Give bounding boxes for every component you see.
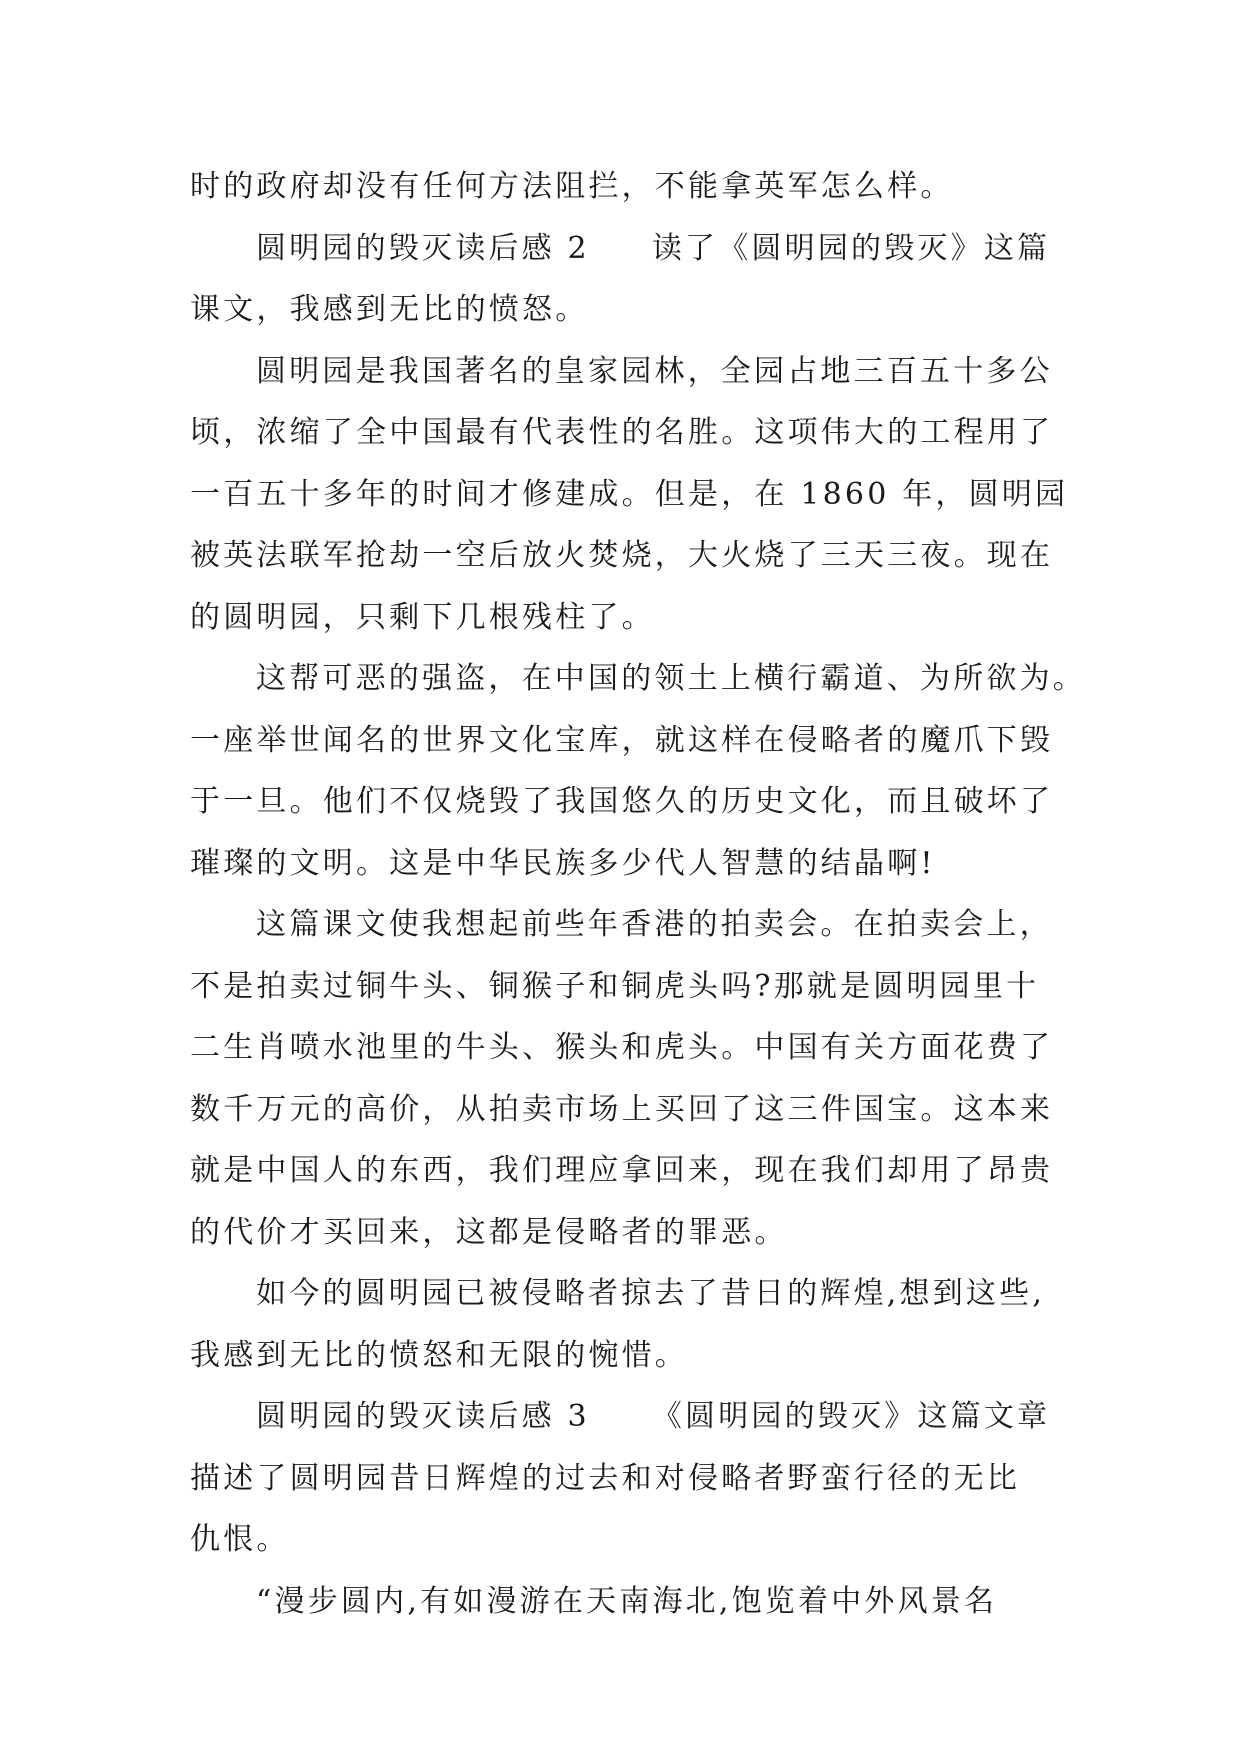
text-line: 一百五十多年的时间才修建成。但是，在 1860 年，圆明园 [190,476,1069,512]
essay-body [190,156,1086,1632]
paragraph-start-line: 这篇课文使我想起前些年香港的拍卖会。在拍卖会上， [256,907,1053,942]
text-line: 的圆明园，只剩下几根残柱了。 [190,599,655,635]
text-line: 仇恨。 [190,1522,290,1557]
text-line: 被英法联军抢劫一空后放火焚烧，大火烧了三天三夜。现在 [190,538,1054,573]
text-line: 时的政府却没有任何方法阻拦，不能拿英军怎么样。 [190,169,954,204]
paragraph-start-line: 圆明园是我国著名的皇家园林，全园占地三百五十多公 [256,353,1053,389]
section-heading: 圆明园的毁灭读后感 3 [256,1399,590,1434]
text-segment: 《圆明园的毁灭》这篇文章 [651,1399,1051,1434]
text-line: 于一旦。他们不仅烧毁了我国悠久的历史文化，而且破坏了 [190,784,1054,819]
text-line: 描述了圆明园昔日辉煌的过去和对侵略者野蛮行径的无比 [190,1460,1020,1496]
paragraph-start-line: 如今的圆明园已被侵略者掠去了昔日的辉煌,想到这些, [256,1276,1046,1311]
heading-line [190,1386,1050,1448]
heading-line [190,218,1050,280]
text-line: 就是中国人的东西，我们理应拿回来，现在我们却用了昂贵 [190,1153,1054,1188]
paragraph-start-line: “漫步圆内,有如漫游在天南海北,饱览着中外风景名 [256,1583,998,1619]
text-line: 的代价才买回来，这都是侵略者的罪恶。 [190,1214,788,1250]
paragraph-start-line: 这帮可恶的强盗，在中国的领土上横行霸道、为所欲为。 [256,661,1086,696]
text-segment: 读了《圆明园的毁灭》这篇 [651,230,1051,266]
text-line: 课文，我感到无比的愤怒。 [190,292,589,327]
text-line: 数千万元的高价，从拍卖市场上买回了这三件国宝。这本来 [190,1091,1054,1127]
text-line: 璀璨的文明。这是中华民族多少代人智慧的结晶啊! [190,845,936,881]
text-line: 二生肖喷水池里的牛头、猴头和虎头。中国有关方面花费了 [190,1030,1054,1065]
text-line: 一座举世闻名的世界文化宝库，就这样在侵略者的魔爪下毁 [190,722,1054,758]
text-line: 不是拍卖过铜牛头、铜猴子和铜虎头吗?那就是圆明园里十 [190,968,1040,1004]
text-line: 我感到无比的愤怒和无限的惋惜。 [190,1337,688,1373]
text-line: 顷，浓缩了全中国最有代表性的名胜。这项伟大的工程用了 [190,415,1054,450]
section-heading: 圆明园的毁灭读后感 2 [256,230,590,266]
